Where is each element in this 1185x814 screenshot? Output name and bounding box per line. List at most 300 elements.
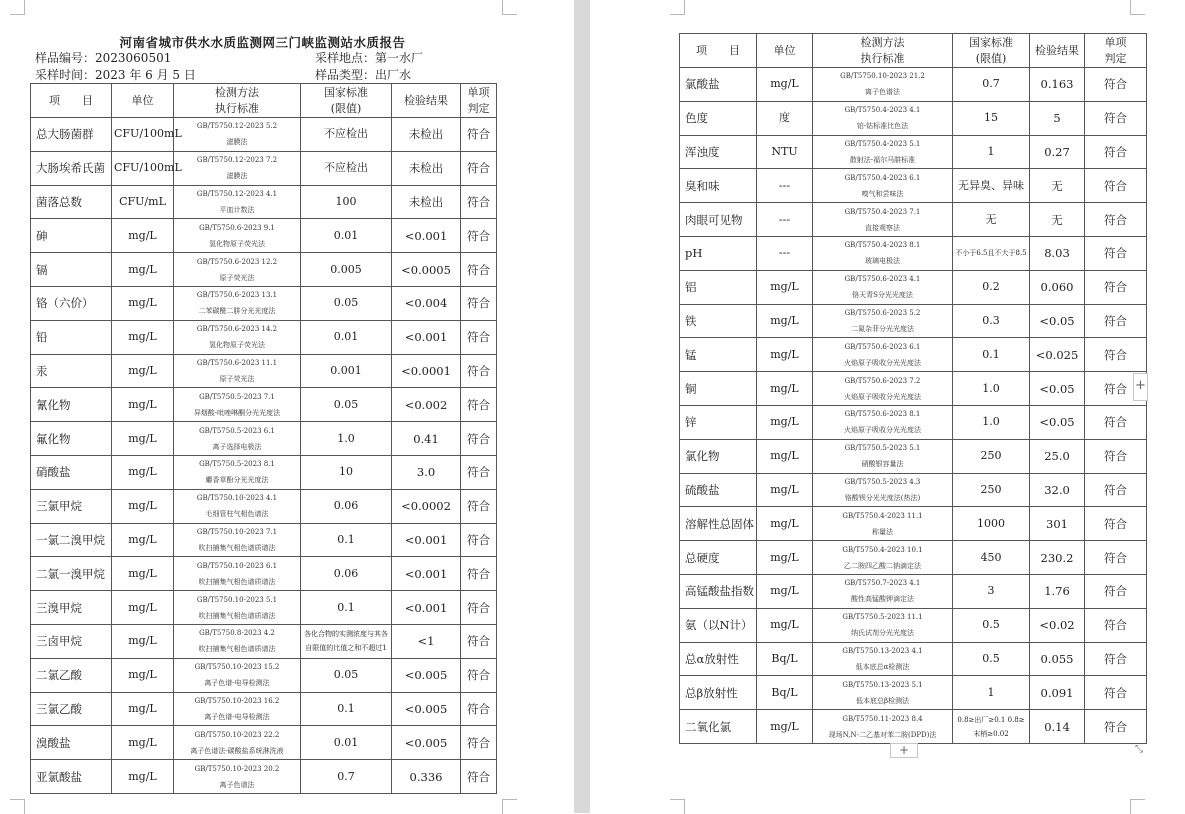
cell-result: 3.0 [392,455,461,489]
table-row [680,642,1147,676]
cell-unit: mg/L [112,692,174,726]
cell-result: 32.0 [1030,473,1085,507]
cell-limit: 0.2 [953,270,1030,304]
table-row [680,304,1147,338]
cell-limit: 0.01 [301,726,392,760]
cell-item: 硫酸盐 [680,473,757,507]
header-limit [301,84,392,118]
cell-method [813,169,953,203]
header-method [174,84,301,118]
cell-judge: 符合 [1085,135,1147,169]
cell-unit: mg/L [757,608,813,642]
cell-result: 0.060 [1030,270,1085,304]
method-line: GB/T5750.6-2023 9.1 [199,223,275,232]
page-corner-mark [1130,0,1145,15]
cell-judge: 符合 [1085,304,1147,338]
cell-item: 三氯乙酸 [31,692,112,726]
table-header-row [680,34,1147,68]
table-row [680,710,1147,744]
cell-judge: 符合 [1085,203,1147,237]
cell-judge: 符合 [1085,439,1147,473]
cell-method [813,338,953,372]
cell-method [813,642,953,676]
cell-judge: 符合 [461,557,497,591]
method-line: GB/T5750.5-2023 8.1 [199,460,275,469]
cell-result: <0.001 [392,219,461,253]
method-line: GB/T5750.4-2023 10.1 [842,545,923,554]
cell-unit: mg/L [112,489,174,523]
table-header-row [31,84,497,118]
cell-judge: 符合 [1085,372,1147,406]
header-result-text: 检验结果 [1035,43,1079,57]
table-row [31,760,497,794]
method-line: 铂-钴标准比色法 [856,122,909,131]
sample-site: 采样地点：第一水厂 [315,51,424,65]
cell-unit: --- [757,203,813,237]
cell-judge: 符合 [461,320,497,354]
cell-limit: 0.1 [953,338,1030,372]
method-line: 散射法-福尔马肼标准 [849,155,916,164]
header-method-text: 检测方法 [860,35,905,49]
method-line: 玻璃电极法 [865,257,900,266]
cell-limit: 0.7 [953,68,1030,102]
header-result-text: 检验结果 [404,93,448,107]
cell-judge: 符合 [1085,710,1147,744]
method-line: GB/T5750.6-2023 12.2 [196,257,278,266]
cell-limit: 450 [953,541,1030,575]
method-line: 嗅气和尝味法 [861,189,904,198]
cell-item: 臭和味 [680,169,757,203]
header-method [813,34,953,68]
cell-item: 总α放射性 [680,642,757,676]
method-line: GB/T5750.5-2023 11.1 [842,613,923,622]
cell-item: 铝 [680,270,757,304]
table-row [31,185,497,219]
cell-unit: mg/L [757,574,813,608]
cell-method [174,253,301,287]
method-line: GB/T5750.7-2023 4.1 [844,579,921,588]
cell-result: 未检出 [392,118,461,152]
method-line: GB/T5750.6-2023 7.2 [844,376,921,385]
header-unit-text: 单位 [131,93,154,107]
cell-method [174,726,301,760]
method-line: GB/T5750.8-2023 4.2 [199,629,275,638]
table-row [680,473,1147,507]
method-line: GB/T5750.6-2023 6.1 [844,342,921,351]
cell-method [813,68,953,102]
header-limit-text: (限值) [975,51,1007,65]
cell-judge: 符合 [461,624,497,658]
method-line: 乙二胺四乙酸二钠滴定法 [844,561,921,570]
cell-method [174,455,301,489]
cell-limit: 0.5 [953,608,1030,642]
header-method-text: 检测方法 [215,85,259,99]
method-line: 称量法 [872,527,893,536]
method-line: GB/T5750.5-2023 7.1 [199,392,275,401]
cell-unit: mg/L [112,726,174,760]
cell-limit: 0.06 [301,557,392,591]
cell-judge: 符合 [461,185,497,219]
cell-item: 总β放射性 [680,676,757,710]
header-unit-text: 单位 [773,43,796,57]
sample-number: 样品编号：2023060501 [35,51,172,65]
method-line: GB/T5750.6-2023 4.1 [844,275,921,284]
table-row [680,135,1147,169]
cell-unit: mg/L [757,541,813,575]
cell-unit: mg/L [112,624,174,658]
method-line: 二氮杂菲分光光度法 [851,324,914,333]
table-row [31,118,497,152]
cell-judge: 符合 [461,219,497,253]
report-title: 河南省城市供水水质监测网三门峡监测站水质报告 [119,35,406,50]
method-line: GB/T5750.5-2023 5.1 [844,444,921,453]
cell-item: 铜 [680,372,757,406]
cell-limit: 0.06 [301,489,392,523]
table-row [31,219,497,253]
method-line: 吹扫捕集气相色谱质谱法 [198,577,276,586]
cell-method [174,489,301,523]
method-line: 现场N,N-二乙基对苯二胺(DPD)法 [828,730,937,739]
cell-method [174,388,301,422]
method-line: 低本底总α检测法 [855,662,910,671]
table-row [31,320,497,354]
method-line: GB/T5750.10-2023 15.2 [194,663,280,672]
cell-judge: 符合 [1085,101,1147,135]
cell-judge: 符合 [461,591,497,625]
cell-method [813,270,953,304]
cell-result: 0.163 [1030,68,1085,102]
cell-method [174,523,301,557]
method-line: 火焰原子吸收分光光度法 [844,358,921,367]
cell-judge: 符合 [1085,676,1147,710]
cell-method [174,591,301,625]
cell-limit: 0.3 [953,304,1030,338]
cell-judge: 符合 [461,253,497,287]
cell-judge: 符合 [461,489,497,523]
cell-judge: 符合 [461,455,497,489]
cell-judge: 符合 [1085,68,1147,102]
cell-method [813,541,953,575]
method-line: GB/T5750.11-2023 8.4 [842,714,923,723]
table-row [680,270,1147,304]
method-line: 离子色谱法-碳酸盐系统淋洗液 [190,746,284,755]
cell-limit: 0.005 [301,253,392,287]
page-corner-mark [670,0,685,15]
cell-limit: 250 [953,473,1030,507]
cell-item: 一氯二溴甲烷 [31,523,112,557]
cell-unit: mg/L [757,68,813,102]
table-row [680,439,1147,473]
cell-limit: 无 [953,203,1030,237]
cell-judge: 符合 [461,422,497,456]
table-row [680,68,1147,102]
cell-item: 氰化物 [31,388,112,422]
method-line: 吹扫捕集气相色谱质谱法 [198,611,276,620]
method-line: 毛细管柱气相色谱法 [205,510,269,519]
cell-result: 0.41 [392,422,461,456]
table-row [31,151,497,185]
header-judge-text: 判定 [467,101,490,115]
cell-item: 大肠埃希氏菌 [31,151,112,185]
table-row [31,388,497,422]
cell-judge: 符合 [1085,169,1147,203]
cell-unit: --- [757,236,813,270]
cell-unit: mg/L [112,253,174,287]
add-column-button[interactable]: + [1133,373,1148,401]
cell-method [813,405,953,439]
cell-limit: 15 [953,101,1030,135]
results-table-left [30,83,497,794]
method-line: GB/T5750.10-2023 21.2 [840,72,925,81]
method-line: GB/T5750.6-2023 8.1 [844,410,921,419]
header-item [680,34,757,68]
method-line: GB/T5750.10-2023 22.2 [194,730,280,739]
cell-limit: 0.05 [301,658,392,692]
cell-item: 浑浊度 [680,135,757,169]
cell-method [174,624,301,658]
cell-limit: 0.05 [301,388,392,422]
cell-result: 无 [1030,203,1085,237]
method-line: GB/T5750.10-2023 5.1 [196,595,278,604]
cell-method [174,760,301,794]
cell-unit: mg/L [112,388,174,422]
method-line: 离子色谱法 [219,780,255,789]
cell-method [174,422,301,456]
page-corner-mark [1130,799,1145,814]
cell-judge: 符合 [1085,642,1147,676]
cell-limit: 1 [953,676,1030,710]
cell-judge: 符合 [461,286,497,320]
cell-result: 未检出 [392,185,461,219]
cell-item: 铬（六价） [31,286,112,320]
cell-item: 二氯乙酸 [31,658,112,692]
method-line: 吹扫捕集气相色谱质谱法 [198,645,276,654]
cell-method [813,101,953,135]
header-limit-text: (限值) [330,101,362,115]
cell-result: <0.0001 [392,354,461,388]
cell-item: 溶解性总固体 [680,507,757,541]
table-row [680,203,1147,237]
cell-limit: 0.001 [301,354,392,388]
cell-item: 硝酸盐 [31,455,112,489]
method-line: GB/T5750.5-2023 4.3 [844,477,921,486]
method-line: 直接观察法 [865,223,900,232]
cell-result: <0.001 [392,591,461,625]
cell-item: 氯化物 [680,439,757,473]
header-unit [757,34,813,68]
method-line: 铬天青S分光光度法 [852,291,913,300]
cell-item: 铁 [680,304,757,338]
header-limit-text: 国家标准 [324,85,368,99]
method-line: 原子荧光法 [219,374,255,383]
table-resize-handle-icon[interactable]: ⤡ [1135,744,1143,755]
cell-method [174,151,301,185]
method-line: GB/T5750.10-2023 7.1 [196,527,278,536]
sample-type: 样品类型：出厂水 [315,68,412,82]
cell-limit: 不应检出 [301,151,392,185]
cell-item: 锌 [680,405,757,439]
cell-method [813,608,953,642]
method-line: GB/T5750.10-2023 20.2 [194,764,280,773]
cell-method [813,372,953,406]
cell-unit: mg/L [757,372,813,406]
cell-result: 0.336 [392,760,461,794]
header-limit [953,34,1030,68]
cell-method [174,658,301,692]
header-item-text: 项 目 [49,93,93,107]
method-line: GB/T5750.13-2023 4.1 [842,646,923,655]
cell-judge: 符合 [461,354,497,388]
table-row [680,236,1147,270]
table-row [31,253,497,287]
method-line: 平皿计数法 [219,205,255,214]
method-line: GB/T5750.10-2023 4.1 [196,494,278,503]
page-corner-mark [10,0,25,15]
cell-limit: 不应检出 [301,118,392,152]
cell-item: 三溴甲烷 [31,591,112,625]
cell-unit: 度 [757,101,813,135]
cell-unit: mg/L [757,439,813,473]
cell-result: <0.005 [392,658,461,692]
cell-unit: Bq/L [757,642,813,676]
cell-item: 镉 [31,253,112,287]
cell-item: 色度 [680,101,757,135]
cell-limit: 0.01 [301,219,392,253]
cell-unit: mg/L [112,658,174,692]
cell-item: 溴酸盐 [31,726,112,760]
cell-judge: 符合 [461,658,497,692]
method-line: GB/T5750.10-2023 16.2 [194,696,280,705]
cell-item: 高锰酸盐指数 [680,574,757,608]
method-line: 麝香草酚分光光度法 [205,476,269,485]
cell-limit: 0.5 [953,642,1030,676]
method-line: 滤膜法 [226,172,248,181]
method-line: 原子荧光法 [219,273,255,282]
method-line: 低本底总β检测法 [855,696,910,705]
table-row [680,676,1147,710]
cell-unit: mg/L [112,557,174,591]
cell-result: 25.0 [1030,439,1085,473]
cell-result: 5 [1030,101,1085,135]
cell-limit: 0.1 [301,523,392,557]
cell-judge: 符合 [1085,473,1147,507]
cell-unit: NTU [757,135,813,169]
cell-judge: 符合 [1085,574,1147,608]
method-line: GB/T5750.4-2023 5.1 [844,139,921,148]
cell-method [174,692,301,726]
cell-item: 总硬度 [680,541,757,575]
table-row [31,354,497,388]
cell-item: 菌落总数 [31,185,112,219]
cell-unit: mg/L [757,405,813,439]
cell-unit: mg/L [757,304,813,338]
page-corner-mark [670,799,685,814]
cell-judge: 符合 [1085,270,1147,304]
cell-judge: 符合 [461,151,497,185]
cell-method [174,185,301,219]
cell-unit: --- [757,169,813,203]
cell-item: 氯酸盐 [680,68,757,102]
cell-result: 0.091 [1030,676,1085,710]
cell-limit: 0.8≥出厂≥0.1 0.8≥末梢≥0.02 [953,710,1030,744]
cell-judge: 符合 [1085,338,1147,372]
cell-unit: mg/L [757,473,813,507]
cell-unit: mg/L [757,507,813,541]
method-line: 离子色谱法 [865,88,900,97]
cell-limit: 1.0 [301,422,392,456]
method-line: 二苯碳酰二肼分光光度法 [198,307,276,316]
cell-judge: 符合 [1085,507,1147,541]
cell-item: 三氯甲烷 [31,489,112,523]
cell-limit: 3 [953,574,1030,608]
cell-limit: 0.05 [301,286,392,320]
cell-result: 0.14 [1030,710,1085,744]
cell-judge: 符合 [461,692,497,726]
cell-item: 氨（以N计） [680,608,757,642]
method-line: 火焰原子吸收分光光度法 [844,392,921,401]
cell-judge: 符合 [461,388,497,422]
table-row [31,286,497,320]
method-line: GB/T5750.10-2023 6.1 [196,561,278,570]
cell-limit: 0.1 [301,591,392,625]
header-limit-text: 国家标准 [969,35,1013,49]
cell-method [174,320,301,354]
cell-unit: CFU/100mL [112,151,174,185]
table-row [680,507,1147,541]
method-line: 酸性高锰酸钾滴定法 [851,595,914,604]
cell-result: 0.055 [1030,642,1085,676]
cell-result: 301 [1030,507,1085,541]
add-row-button[interactable]: + [890,743,918,758]
table-row [680,574,1147,608]
cell-result: 8.03 [1030,236,1085,270]
cell-method [813,710,953,744]
cell-item: 氟化物 [31,422,112,456]
cell-unit: mg/L [112,354,174,388]
method-line: GB/T5750.4-2023 4.1 [844,106,921,115]
method-line: 氢化物原子荧光法 [209,239,265,248]
cell-item: pH [680,236,757,270]
table-row [31,726,497,760]
method-line: 火焰原子吸收分光光度法 [844,426,921,435]
cell-limit: 各化合物的实测浓度与其各自限值的比值之和不超过1 [301,624,392,658]
cell-method [174,219,301,253]
page-corner-mark [502,0,517,15]
cell-item: 三卤甲烷 [31,624,112,658]
cell-method [813,135,953,169]
cell-result: <0.004 [392,286,461,320]
cell-item: 亚氯酸盐 [31,760,112,794]
method-line: GB/T5750.6-2023 14.2 [196,325,278,334]
page-corner-mark [502,799,517,814]
header-result [392,84,461,118]
cell-unit: Bq/L [757,676,813,710]
cell-judge: 符合 [461,118,497,152]
cell-unit: mg/L [757,270,813,304]
table-row [680,541,1147,575]
cell-method [813,236,953,270]
cell-result: <0.005 [392,726,461,760]
header-judge-text: 单项 [467,85,490,99]
cell-method [174,286,301,320]
cell-limit: 0.1 [301,692,392,726]
method-line: 铬酸钡分光光度法(热法) [844,493,921,502]
method-line: GB/T5750.4-2023 7.1 [844,207,921,216]
cell-unit: CFU/100mL [112,118,174,152]
header-judge-text: 单项 [1104,35,1127,49]
table-row [680,338,1147,372]
cell-result: 230.2 [1030,541,1085,575]
